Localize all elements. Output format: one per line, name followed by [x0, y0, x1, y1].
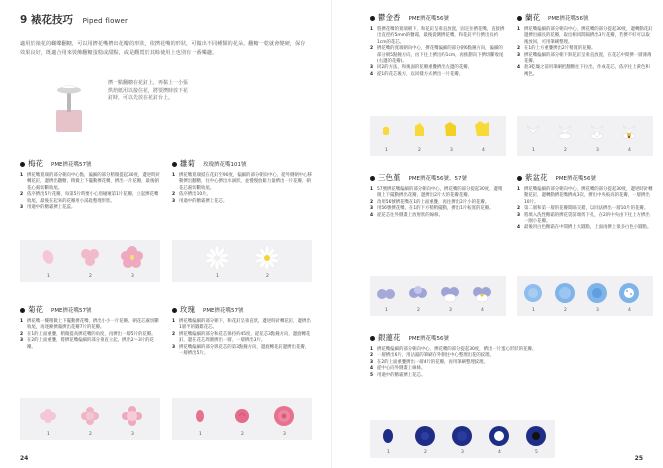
step-text: 擠花嘴偏細的部分朝向中心，擠花嘴的部分提起30度，擠出一片蛋心形狀的花瓣。 [377, 347, 537, 352]
step-number: 2 [517, 206, 521, 212]
section-orchid [517, 12, 653, 78]
chapter-title-en: Piped flower [82, 17, 129, 25]
piping-tip-label: 玫瑰擠花嘴101號 [203, 162, 247, 168]
step-item [370, 27, 506, 46]
daisy-photos [172, 240, 312, 282]
chapter-title-text: 裱花技巧 [30, 14, 73, 26]
section-tulip [370, 12, 506, 78]
step-item [517, 65, 653, 78]
step-number: 3 [172, 344, 176, 350]
step-text: 從中心向外側畫上線條。 [377, 366, 426, 372]
photo-label: 3 [450, 148, 453, 153]
bullet-dot [517, 176, 522, 181]
step-item [172, 199, 312, 205]
step-text: 從花芯往外側畫上放射狀的線條。 [377, 212, 443, 218]
left-page [0, 0, 331, 468]
step-number: 3 [20, 338, 24, 344]
page-number: 24 [20, 455, 29, 462]
bullet-dot [20, 308, 25, 313]
section-pansy [370, 172, 506, 219]
step-number: 4 [370, 366, 374, 372]
step-number: 1 [517, 187, 521, 192]
section-anemone [370, 332, 560, 379]
bullet-dot [370, 336, 375, 341]
step-number: 2 [20, 192, 24, 198]
photo-label: 1 [199, 432, 202, 437]
step-text: 用適中的糖霜擠上花芯。 [179, 198, 228, 204]
step-item [20, 205, 160, 211]
step-text: 用56號擠花嘴，在1的下方稍稍擺動，擠出1片較寬的花瓣。 [377, 206, 494, 212]
bullet-dot [172, 162, 177, 167]
step-number: 3 [20, 205, 24, 211]
step-item [370, 213, 506, 219]
photo-label: 2 [417, 308, 420, 313]
step-item [370, 46, 506, 65]
step-number: 2 [370, 199, 374, 205]
step-text: 趁3乾燥之前用筆刷把翻糖往下拉出，作成花芯，依序往上黃色和褐色。 [524, 65, 650, 77]
step-number: 3 [370, 359, 374, 365]
step-text: 擠花嘴一樓稍微上下擺動擠花嘴，擠出小小一片花瓣，朝花芯處切斷收尾，再逐漸擠滿擠出花瓣7片的花瓣。 [27, 319, 159, 331]
tulip-photos [370, 116, 506, 156]
step-text: 用適中的糖霜擠上花蕊。 [27, 205, 76, 211]
photo-label: 4 [498, 450, 501, 455]
photo-strip-daisy [172, 240, 312, 282]
photo-label: 2 [89, 432, 92, 437]
step-number: 4 [370, 212, 374, 218]
piping-tip-label: PME擠花嘴56號 [548, 16, 589, 22]
step-text: 第二層和第一層的花瓣間隔交錯，以同法擠出一層10片的花瓣。 [524, 206, 649, 212]
photo-label: 1 [47, 274, 50, 279]
section-daisy [172, 158, 312, 205]
photo-label: 4 [628, 308, 631, 313]
intro-paragraph: 適用於裱花的蝴蝶翻糖，可以用擠花嘴擠出花瓣的形狀，依擠花嘴的形狀，可做出不同種類的花朵。翻糖一乾就會變硬，保存效果良好，既適合用來裝飾翻糖蛋糕或甜點，或是觀賞於其餘使用上也別有一番樂趣。 [20, 41, 306, 56]
photo-label: 1 [532, 308, 535, 313]
step-item [517, 225, 653, 231]
section-title: 菊花 [28, 305, 43, 314]
step-item [20, 338, 160, 351]
tip-note: 擠一點翻糖在花釘上，再黏上一小張烘焙紙用以接住花，將要擠時放下花釘時，可以先放在花釘台上。 [108, 80, 189, 101]
step-item [517, 187, 653, 206]
bullet-dot [172, 308, 177, 313]
photo-label: 5 [535, 450, 538, 455]
section-title: 蘭花 [525, 13, 540, 22]
photo-strip-anemone [370, 420, 555, 458]
step-text: 同2的方法，和後面的花瓣重疊擠出左邊的花瓣。 [377, 65, 472, 71]
bullet-dot [20, 162, 25, 167]
section-chrysanthemum [20, 304, 160, 351]
steps-list [20, 319, 160, 351]
step-number: 2 [172, 331, 176, 337]
bullet-dot [370, 176, 375, 181]
piping-tip-label: PME擠花嘴57號 [51, 308, 92, 314]
step-number: 4 [517, 225, 521, 231]
section-title: 雛菊 [180, 159, 195, 168]
scabiosa-photos [517, 276, 653, 316]
step-number: 2 [370, 46, 374, 52]
steps-list [370, 187, 506, 219]
step-item [172, 345, 312, 358]
step-item [517, 53, 653, 66]
photo-label: 2 [564, 148, 567, 153]
step-item [370, 187, 506, 200]
step-text: 一層擠出6片，用沾濕的筆刷在外側往中心整理出花的紋理。 [377, 353, 494, 359]
step-item [20, 173, 160, 192]
section-title: 三色堇 [378, 173, 401, 182]
piping-tip-label: PME擠花嘴56號、57號 [408, 176, 468, 182]
photo-label: 2 [564, 308, 567, 313]
step-item [370, 72, 506, 78]
step-number: 1 [20, 173, 24, 178]
step-number: 3 [370, 206, 374, 212]
step-number: 2 [172, 192, 176, 198]
photo-label: 1 [216, 274, 219, 279]
photo-label: 2 [418, 148, 421, 153]
step-text: 擠花嘴的寬端朝向中心，擠花嘴偏細的部分朝6點鐘方向，偏細的部分朝5點鐘方向，由下往上擠出約1cm，再推劃向下擠切斷收尾(右邊的花瓣)。 [377, 46, 504, 65]
step-text: 擠花嘴偏細的部分朝下，和花釘呈垂直狀，邊逆時針轉花釘，邊擠出1層半的圓錐花芯。 [179, 319, 311, 331]
step-text: 用適中的糖霜擠上花芯。 [377, 372, 426, 378]
photo-label: 1 [47, 432, 50, 437]
step-number: 3 [517, 52, 521, 58]
step-number: 1 [20, 319, 24, 324]
flower-nail-photo [52, 80, 86, 134]
section-rose [172, 304, 312, 357]
step-number: 4 [517, 65, 521, 71]
step-number: 2 [20, 331, 24, 337]
step-text: 改用56號擠花嘴在1的上面重疊，再往擠出2片小的花瓣。 [377, 199, 490, 205]
section-scabiosa [517, 172, 653, 232]
step-number: 3 [172, 198, 176, 204]
step-text: 57號擠花嘴偏細的部分朝向中心，擠花嘴的部分提起30度，邊稍微上下擺動擠出花瓣，邊擠出2片大的花瓣花瓣。 [377, 187, 503, 199]
photo-label: 3 [131, 274, 134, 279]
step-number: 2 [370, 353, 374, 359]
step-number: 1 [370, 27, 374, 32]
section-title: 玫瑰 [180, 305, 195, 314]
step-number: 1 [172, 319, 176, 324]
photo-label: 3 [596, 308, 599, 313]
step-text: 最後用白色糖霜在中間擠上大圓點，上面再擠上很多白色小圓點。 [524, 225, 652, 231]
photo-strip-chrysanthemum [20, 398, 160, 440]
steps-list [172, 173, 312, 205]
step-text: 將擠花嘴的寬端朝下，和花釘呈垂直放置，固定住擠花嘴，直接擠出直徑約5mm的糖霜，最後從側擠花嘴，和花釘平行擠出長約1cm的花芯。 [377, 27, 505, 45]
photo-strip-scabiosa [517, 276, 653, 316]
photo-label: 3 [461, 450, 464, 455]
photo-strip-rose [172, 398, 312, 440]
photo-label: 4 [628, 148, 631, 153]
step-number: 5 [370, 372, 374, 378]
orchid-photos [517, 116, 653, 156]
step-text: 將填入洗性糖霜的擠花袋前端剪下孔，在2的中央由下往上方擠出一圈小花瓣。 [524, 212, 650, 225]
step-item [172, 173, 312, 192]
step-text: 依序擠出10片。 [179, 192, 211, 198]
step-text: 擠花嘴寬端抵在花釘至90度，偏細的部分朝向中心，從外側朝中心移動擠出翻糖，往中心擠出水滴狀，並慢慢放鬆力量擠出一片花瓣，朝花芯處切斷收尾。 [179, 173, 312, 191]
chapter-number: 9 [20, 14, 28, 26]
photo-label: 1 [385, 308, 388, 313]
photo-label: 2 [89, 274, 92, 279]
photo-label: 2 [241, 432, 244, 437]
photo-strip-plum [20, 240, 160, 282]
photo-label: 3 [449, 308, 452, 313]
bullet-dot [370, 16, 375, 21]
photo-label: 3 [131, 432, 134, 437]
step-number: 1 [517, 27, 521, 32]
steps-list [517, 187, 653, 232]
step-text: 擠花嘴偏細的部分朝下與花釘呈垂直放置，在花芯中間擠一層薄薄花瓣。 [524, 52, 652, 65]
photo-label: 2 [266, 274, 269, 279]
step-number: 1 [172, 173, 176, 178]
page-number: 25 [634, 455, 643, 462]
steps-list [370, 347, 560, 379]
section-title: 梅花 [28, 159, 43, 168]
photo-label: 4 [481, 308, 484, 313]
step-item [172, 332, 312, 345]
step-text: 擠花嘴偏細的部分與花芯的第3點鐘方向，邊旋轉花釘邊擠出花瓣，一層擠出5片。 [179, 344, 310, 357]
step-number: 2 [517, 46, 521, 52]
step-number: 4 [370, 71, 374, 77]
photo-label: 3 [596, 148, 599, 153]
photo-label: 4 [482, 148, 485, 153]
steps-list [517, 27, 653, 78]
photo-label: 1 [387, 450, 390, 455]
step-text: 在1的上方重疊擠出2片稍寬的花瓣。 [524, 46, 596, 52]
step-item [517, 213, 653, 226]
piping-tip-label: PME擠花嘴56號 [408, 336, 450, 342]
section-plum-blossom [20, 158, 160, 211]
chapter-title [20, 12, 128, 27]
steps-list [20, 173, 160, 211]
step-number: 3 [517, 212, 521, 218]
right-page [332, 0, 663, 468]
step-item [370, 373, 560, 379]
step-text: 在2的上面重疊擠出一層4片的花瓣，再用筆刷整理紋理。 [377, 359, 488, 365]
step-item [517, 27, 653, 46]
photo-strip-pansy [370, 276, 506, 316]
photo-strip-orchid [517, 116, 653, 156]
pansy-photos [370, 276, 506, 316]
photo-label: 1 [532, 148, 535, 153]
step-number: 1 [370, 347, 374, 352]
step-text: 在1的上面重疊，稍微提高擠花嘴的角度，再擠出一層5片的花瓣。 [27, 331, 156, 337]
steps-list [172, 319, 312, 357]
step-text: 從1的花芯後方，以同樣方式擠出一片花瓣。 [377, 71, 464, 77]
bullet-dot [517, 16, 522, 21]
step-text: 擠花嘴偏細的部分朝向中心，擠花嘴的部分提起30度，邊轉動花釘邊擠出細長的花瓣，取出相同間隔擠出3片花瓣，若擠不好可以取後放回，可用筆刷整理。 [524, 27, 653, 45]
step-number: 3 [370, 65, 374, 71]
step-text: 擠花嘴寬端的部分朝向中心點，偏細的部分稍微提起30度，邊逆時針轉花釘，邊擠出翻糖，稍微上下擺動擠花嘴，擠出一片花瓣，最後朝花心處切斷收尾。 [27, 173, 160, 191]
step-text: 擠花嘴偏細的部分和花芯保持約45度，從花芯3點鐘方向，邊旋轉花釘，邊在花芯周圍擠出一層，一層擠出3片。 [179, 331, 311, 344]
steps-list [370, 27, 506, 78]
piping-tip-label: PME擠花嘴57號 [203, 308, 244, 314]
photo-strip-tulip [370, 116, 506, 156]
step-item [172, 319, 312, 332]
photo-label: 2 [424, 450, 427, 455]
step-text: 依序擠出5片花瓣，每第5片時要小心別碰壞第1片花瓣，立起擠花嘴收尾，最後在起來的花瓣用小湯匙整理形狀。 [27, 192, 159, 204]
piping-tip-label: PME擠花嘴56號 [555, 176, 597, 182]
section-title: 鬱金香 [378, 13, 401, 22]
step-number: 1 [370, 187, 374, 192]
photo-label: 1 [385, 148, 388, 153]
step-item [20, 192, 160, 205]
section-title: 銀蓮花 [378, 333, 401, 342]
step-text: 擠花嘴偏細的部分朝向中心，擠花嘴的部分提起30度，邊逆時針轉動花釘，邊轉動擠花嘴擠成3次，擠出中央較高的花瓣，一層擠出10片。 [524, 187, 653, 205]
piping-tip-label: PME擠花嘴57號 [51, 162, 92, 168]
piping-tip-label: PME擠花嘴56號 [408, 16, 450, 22]
step-text: 在2的上面重疊，將擠花嘴偏細的部分垂直立起，擠出2～3片的花瓣。 [27, 338, 154, 350]
photo-label: 3 [283, 432, 286, 437]
step-item [20, 319, 160, 332]
section-title: 紫盆花 [525, 173, 548, 182]
